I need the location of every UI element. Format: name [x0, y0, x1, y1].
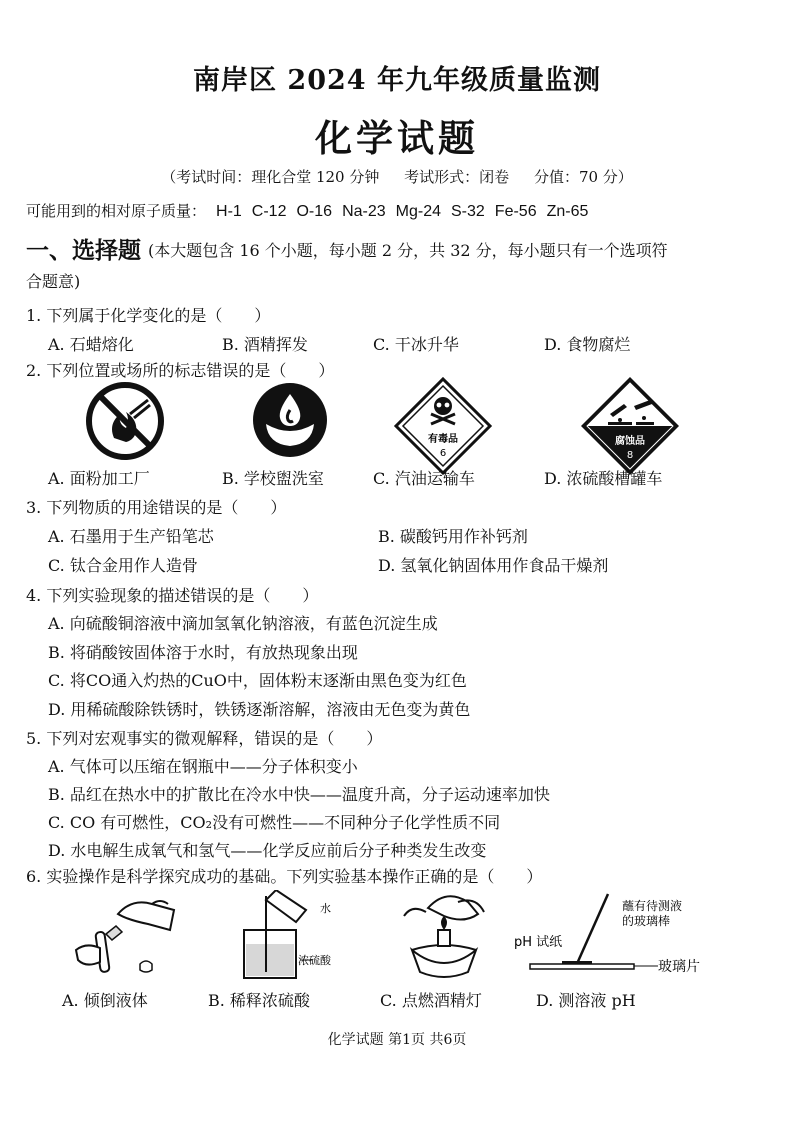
- q2-option-b: B. 学校盥洗室: [222, 469, 324, 488]
- exam-form: 考试形式：闭卷: [404, 168, 510, 186]
- rod-label: 蘸有待测液的玻璃棒: [622, 899, 683, 928]
- water-label: 水: [320, 902, 331, 915]
- q6-option-a: A. 倾倒液体: [62, 991, 148, 1010]
- atom-mass: Mg-24: [395, 203, 441, 220]
- atom-mass: H-1: [216, 203, 242, 220]
- q2-option-d: D. 浓硫酸槽罐车: [544, 469, 663, 488]
- page-footer: 化学试题 第1页 共6页: [327, 1032, 467, 1048]
- q5-option-d: D. 水电解生成氧气和氢气——化学反应前后分子种类发生改变: [48, 841, 487, 860]
- subject-title: 化学试题: [315, 116, 479, 160]
- exam-score: 分值：70 分）: [533, 168, 633, 186]
- section-description: (本大题包含 16 个小题，每小题 2 分，共 32 分，每小题只有一个选项符: [148, 241, 668, 260]
- exam-title: 南岸区 2024 年九年级质量监测: [193, 65, 601, 96]
- corrosive-class-number: 8: [626, 450, 634, 461]
- q3-option-a: A. 石墨用于生产铅笔芯: [48, 527, 214, 546]
- q1-option-c: C. 干冰升华: [373, 335, 459, 354]
- atom-mass: Zn-65: [546, 203, 589, 220]
- question-1-stem: 1. 下列属于化学变化的是（ ）: [26, 306, 271, 325]
- alcohol-lamp-figure: [392, 890, 502, 980]
- exam-time: （考试时间：理化合堂 120 分钟: [161, 168, 380, 186]
- toxic-class-number: 6: [439, 448, 447, 459]
- q4-option-a: A. 向硫酸铜溶液中滴加氢氧化钠溶液，有蓝色沉淀生成: [48, 614, 438, 633]
- q5-option-c: C. CO 有可燃性，CO₂没有可燃性——不同种分子化学性质不同: [48, 813, 501, 832]
- q5-option-b: B. 品红在热水中的扩散比在冷水中快——温度升高，分子运动速率加快: [48, 785, 550, 804]
- q2-option-a: A. 面粉加工厂: [48, 469, 150, 488]
- atom-mass: O-16: [296, 203, 333, 220]
- q1-option-d: D. 食物腐烂: [544, 335, 631, 354]
- question-2-stem: 2. 下列位置或场所的标志错误的是（ ）: [26, 361, 335, 380]
- q4-option-b: B. 将硝酸铵固体溶于水时，有放热现象出现: [48, 643, 358, 662]
- corrosive-label: 腐蚀品: [615, 436, 645, 447]
- atom-mass: C-12: [251, 203, 287, 220]
- atom-mass: S-32: [451, 203, 485, 220]
- q4-option-d: D. 用稀硫酸除铁锈时，铁锈逐渐溶解，溶液由无色变为黄色: [48, 700, 471, 719]
- q1-option-b: B. 酒精挥发: [222, 335, 308, 354]
- q6-option-c: C. 点燃酒精灯: [380, 991, 482, 1010]
- q3-option-c: C. 钛合金用作人造骨: [48, 556, 198, 575]
- q1-option-a: A. 石蜡熔化: [48, 335, 134, 354]
- question-4-stem: 4. 下列实验现象的描述错误的是（ ）: [26, 586, 319, 605]
- q3-option-d: D. 氢氧化钠固体用作食品干燥剂: [378, 556, 609, 575]
- ph-paper-label: pH 试纸: [514, 935, 563, 950]
- acid-label: 浓硫酸: [298, 954, 331, 967]
- atom-mass: Na-23: [342, 203, 386, 220]
- water-saving-sign-icon: [250, 380, 330, 460]
- question-3-stem: 3. 下列物质的用途错误的是（ ）: [26, 498, 287, 517]
- no-fire-sign-icon: [84, 380, 166, 462]
- toxic-sign-icon: [393, 376, 493, 476]
- q6-option-b: B. 稀释浓硫酸: [208, 991, 310, 1010]
- q4-option-c: C. 将CO通入灼热的CuO中，固体粉末逐渐由黑色变为红色: [48, 671, 467, 690]
- diluting-acid-figure: [236, 890, 356, 982]
- q3-option-b: B. 碳酸钙用作补钙剂: [378, 527, 528, 546]
- exam-info: [0, 166, 794, 187]
- corrosive-sign-icon: [578, 374, 682, 478]
- glass-plate-label: 玻璃片: [658, 959, 700, 975]
- pouring-liquid-figure: [62, 890, 182, 980]
- q2-option-c: C. 汽油运输车: [373, 469, 475, 488]
- atomic-masses: [26, 200, 588, 221]
- section-description-cont: 合题意): [26, 272, 81, 291]
- question-5-stem: 5. 下列对宏观事实的微观解释，错误的是（ ）: [26, 729, 383, 748]
- question-6-stem: 6. 实验操作是科学探究成功的基础。下列实验基本操作正确的是（ ）: [26, 867, 543, 886]
- q5-option-a: A. 气体可以压缩在钢瓶中——分子体积变小: [48, 757, 358, 776]
- atoms-label: 可能用到的相对原子质量：: [26, 202, 207, 220]
- section-title: 一、选择题: [26, 237, 141, 264]
- q6-option-d: D. 测溶液 pH: [536, 991, 636, 1010]
- atom-mass: Fe-56: [494, 203, 537, 220]
- toxic-label: 有毒品: [428, 434, 458, 445]
- ph-test-figure: [510, 884, 710, 982]
